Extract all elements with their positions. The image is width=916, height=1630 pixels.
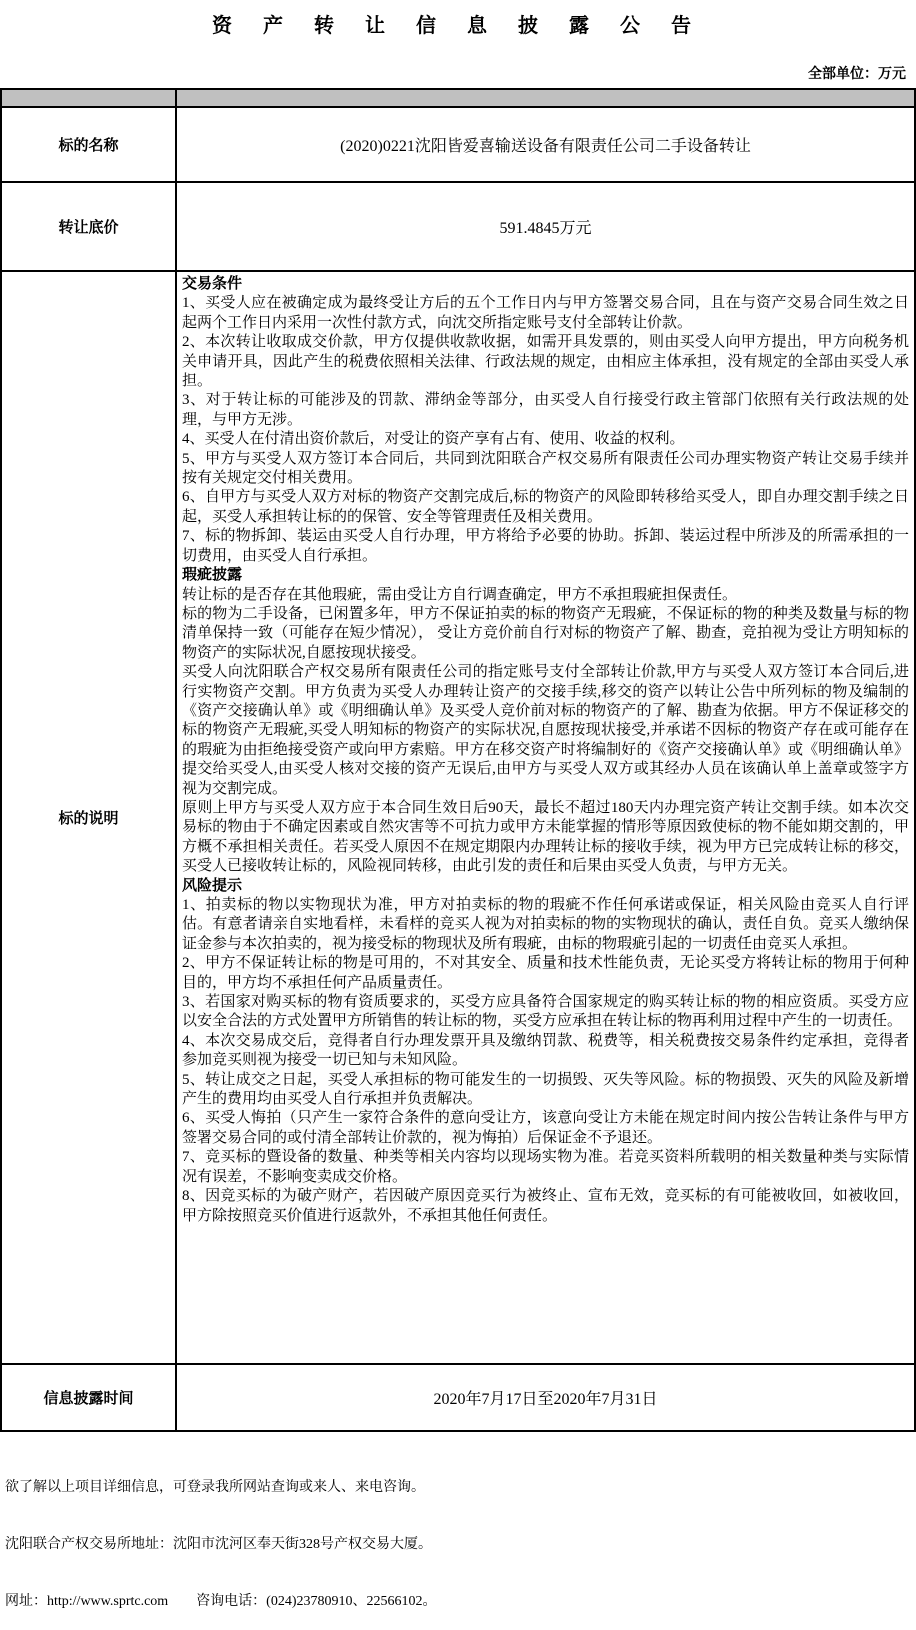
document-footer [0,1432,916,1630]
desc-paragraph: 7、竞买标的暨设备的数量、种类等相关内容均以现场实物为准。若竞买资料所载明的相关数量种类与实际情况有误差，不影响变卖成交价格。 [182,1149,909,1185]
header-band-left-cell [1,89,176,107]
desc-paragraph: 原则上甲方与买受人双方应于本合同生效日后90天，最长不超过180天内办理完资产转让交割手续。如本次交易标的物由于不确定因素或自然灾害等不可抗力或甲方未能掌握的情形等原因致使标的物不能如期交割的，甲方概不承担相关责任。若买受人原因不在规定期限内办理转让标的接收手续，视为甲方已完成转让标的移交，买受人已接收转让标的，风险视同转移，由此引发的责任和后果由买受人负责，与甲方无关。 [182,799,909,875]
document-header [0,0,916,88]
desc-paragraph: 5、甲方与买受人双方签订本合同后，共同到沈阳联合产权交易所有限责任公司办理实物资产转让交易手续并按有关规定交付相关费用。 [182,450,909,487]
description-cell [176,271,915,1364]
desc-paragraph: 转让标的是否存在其他瑕疵，需由受让方自行调查确定，甲方不承担瑕疵担保责任。 [182,586,738,603]
disclosure-period-value: 2020年7月17日至2020年7月31日 [176,1364,915,1431]
footer-line-address: 沈阳联合产权交易所地址：沈阳市沈河区奉天街328号产权交易大厦。 [5,1537,432,1552]
desc-paragraph: 4、买受人在付清出资价款后，对受让的资产享有占有、使用、收益的权利。 [182,431,685,448]
section-heading-risk-notice: 风险提示 [182,877,243,894]
description-label: 标的说明 [1,271,176,1364]
disclosure-period-label: 信息披露时间 [1,1364,176,1431]
desc-paragraph: 标的物为二手设备，已闲置多年，甲方不保证拍卖的标的物资产无瑕疵，不保证标的物的种类及数量与标的物清单保持一致（可能存在短少情况）， 受让方竞价前自行对标的物资产了解、勘查，竞拍视为受让方明知标的物资产的实际状况,自愿按现状接受。 [182,605,909,661]
footer-line-contact: 网址：http://www.sprtc.com 咨询电话：(024)23780910、22566102。 [5,1594,437,1609]
unit-note: 全部单位：万元 [808,67,906,82]
subject-name-value: (2020)0221沈阳皆爱喜输送设备有限责任公司二手设备转让 [176,107,915,182]
desc-paragraph: 1、买受人应在被确定成为最终受让方后的五个工作日内与甲方签署交易合同，且在与资产交易合同生效之日起两个工作日内采用一次性付款方式，向沈交所指定账号支付全部转让价款。 [182,295,909,331]
section-heading-trade-conditions: 交易条件 [182,276,243,292]
table-row [1,271,915,1364]
footer-line-info: 欲了解以上项目详细信息，可登录我所网站查询或来人、来电咨询。 [5,1480,425,1495]
base-price-value: 591.4845万元 [176,182,915,271]
table-row [1,107,915,182]
page-title: 资 产 转 让 信 息 披 露 公 告 [212,15,704,37]
desc-paragraph: 7、标的物拆卸、装运由买受人自行办理，甲方将给予必要的协助。拆卸、装运过程中所涉及的所需承担的一切费用，由买受人自行承担。 [182,528,909,564]
desc-paragraph: 买受人向沈阳联合产权交易所有限责任公司的指定账号支付全部转让价款,甲方与买受人双方签订本合同后,进行实物资产交割。甲方负责为买受人办理转让资产的交接手续,移交的资产以转让公告中所列标的物及编制的《资产交接确认单》或《明细确认单》及买受人竞价前对标的物资产的了解、勘查为依据。甲方不保证移交的标的物资产无瑕疵,买受人明知标的物资产的实际状况,自愿按现状接受,并承诺不因标的物资产存在或可能存在的瑕疵为由拒绝接受资产或向甲方索赔。甲方在移交资产时将编制好的《资产交接确认单》或《明细确认单》提交给买受人,由买受人核对交接的资产无误后,由甲方与买受人双方或其经办人员在该确认单上盖章或签字方视为交割完成。 [182,664,909,797]
desc-paragraph: 6、自甲方与买受人双方对标的物资产交割完成后,标的物资产的风险即转移给买受人，即自办理交割手续之日起，买受人承担转让标的的保管、安全等管理责任及相关费用。 [182,489,909,525]
desc-paragraph: 1、拍卖标的物以实物现状为准，甲方对拍卖标的物的瑕疵不作任何承诺或保证，相关风险由竞买人自行评估。有意者请亲自实地看样，未看样的竞买人视为对拍卖标的物的实物现状的确认，责任自负。竞买人缴纳保证金参与本次拍卖的，视为接受标的物现状及所有瑕疵，由标的物瑕疵引起的一切责任由竞买人承担。 [182,897,909,952]
table-row [1,1364,915,1431]
disclosure-table [0,88,916,1432]
desc-paragraph: 3、对于转让标的可能涉及的罚款、滞纳金等部分，由买受人自行接受行政主管部门依照有关行政法规的处理，与甲方无涉。 [182,392,909,428]
section-heading-defect-disclosure: 瑕疵披露 [182,567,243,584]
desc-paragraph: 2、甲方不保证转让标的物是可用的，不对其安全、质量和技术性能负责，无论买受方将转让标的物用于何种目的，甲方均不承担任何产品质量责任。 [182,955,909,991]
desc-paragraph: 3、若国家对购买标的物有资质要求的，买受方应具备符合国家规定的购买转让标的物的相应资质。买受方应以安全合法的方式处置甲方所销售的转让标的物，买受方应承担在转让标的物再利用过程中产生的一切责任。 [182,994,909,1030]
desc-paragraph: 8、因竞买标的为破产财产，若因破产原因竞买行为被终止、宣布无效，竞买标的有可能被收回，如被收回，甲方除按照竞买价值进行返款外，不承担其他任何责任。 [182,1188,909,1224]
header-band-right-cell [176,89,915,107]
subject-name-label: 标的名称 [1,107,176,182]
desc-paragraph: 5、转让成交之日起，买受人承担标的物可能发生的一切损毁、灭失等风险。标的物损毁、灭失的风险及新增产生的费用均由买受人自行承担并负责解决。 [182,1071,909,1108]
description-content [177,272,914,1363]
table-row [1,182,915,271]
table-header-row [1,89,915,107]
base-price-label: 转让底价 [1,182,176,271]
desc-paragraph: 2、本次转让收取成交价款，甲方仅提供收款收据，如需开具发票的，则由买受人向甲方提出，甲方向税务机关申请开具，因此产生的税费依照相关法律、行政法规的规定，由相应主体承担，没有规定的全部由买受人承担。 [182,334,909,390]
desc-paragraph: 4、本次交易成交后，竞得者自行办理发票开具及缴纳罚款、税费等，相关税费按交易条件约定承担，竞得者参加竞买则视为接受一切已知与未知风险。 [182,1032,909,1069]
desc-paragraph: 6、买受人悔拍（只产生一家符合条件的意向受让方，该意向受让方未能在规定时间内按公告转让条件与甲方签署交易合同的或付清全部转让价款的，视为悔拍）后保证金不予退还。 [182,1110,909,1146]
